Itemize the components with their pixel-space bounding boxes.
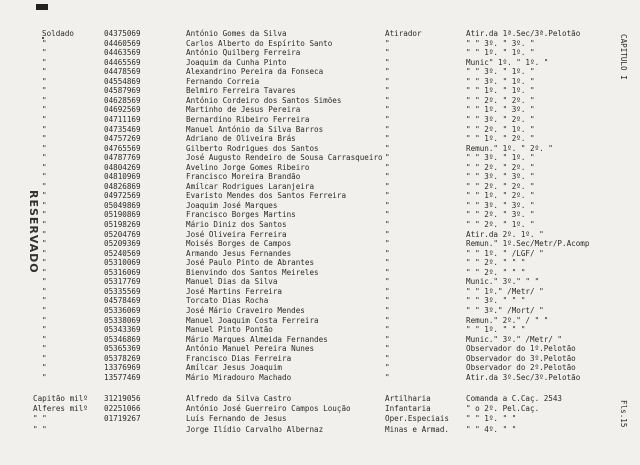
unit-cell: Atir.da 3º.Sec/3º.Pelotão	[466, 372, 581, 382]
number-cell: 13376969	[104, 363, 141, 373]
function-cell: "	[385, 95, 390, 105]
number-cell: 05240569	[104, 248, 141, 258]
function-cell: "	[385, 153, 390, 163]
unit-cell: " " 2º. " 1º. "	[466, 124, 535, 134]
rank-cell: "	[42, 162, 47, 172]
unit-cell: " " 3º. " 3º. "	[466, 172, 535, 182]
function-cell: "	[385, 239, 390, 249]
number-cell: 04554869	[104, 76, 141, 86]
number-cell: 04810969	[104, 172, 141, 182]
rank-cell: "	[42, 372, 47, 382]
function-cell: "	[385, 200, 390, 210]
rank-cell: "	[42, 220, 47, 229]
unit-cell: " " 1º. " /LGF/ "	[466, 248, 544, 258]
rank-cell: "	[42, 229, 47, 239]
function-cell: Artilharia	[385, 394, 431, 403]
function-cell: "	[385, 143, 390, 153]
unit-cell: " " 3º. " " "	[466, 296, 526, 306]
number-cell: 04587969	[104, 86, 141, 96]
unit-cell: " " 1º. " 3º. "	[466, 105, 535, 115]
function-cell: "	[385, 210, 390, 220]
function-cell: "	[385, 220, 390, 229]
page-number: Fls.15	[619, 400, 628, 428]
number-cell: 04765569	[104, 143, 141, 153]
function-cell: "	[385, 162, 390, 172]
number-cell: 04578469	[104, 296, 141, 306]
number-cell: 04463569	[104, 48, 141, 58]
function-cell: "	[385, 325, 390, 335]
rank-cell: "	[42, 296, 47, 306]
number-cell: 04628569	[104, 95, 141, 105]
unit-cell: Remun." 1º.Sec/Metr/P.Acomp	[466, 239, 590, 249]
unit-cell: " " 3º. " 1º. "	[466, 153, 535, 163]
name-cell: Mário Marques Almeida Fernandes	[186, 334, 328, 344]
function-cell: "	[385, 305, 390, 315]
rank-cell: "	[42, 172, 47, 182]
function-cell: Infantaria	[385, 404, 431, 414]
unit-cell: " " 2º. " 3º. "	[466, 210, 535, 220]
unit-cell: Observador do 1º.Pelotão	[466, 344, 576, 354]
rank-cell: "	[42, 334, 47, 344]
rank-cell: "	[42, 86, 47, 96]
ink-mark	[36, 4, 48, 10]
name-cell: Mário Miradouro Machado	[186, 372, 292, 382]
rank-cell: "	[42, 267, 47, 277]
rank-cell: "	[42, 325, 47, 335]
function-cell: "	[385, 353, 390, 363]
roster-row	[0, 372, 640, 383]
number-cell: 04735469	[104, 124, 141, 134]
name-cell: Armando Jesus Fernandes	[186, 248, 292, 258]
name-cell: José Mário Craveiro Mendes	[186, 305, 305, 315]
rank-cell: "	[42, 95, 47, 105]
rank-cell: "	[42, 114, 47, 124]
number-cell: 31219056	[104, 394, 141, 403]
name-cell: António José Guerreiro Campos Loução	[186, 404, 351, 414]
name-cell: José Augusto Rendeiro de Sousa Carrasqueiro	[186, 153, 383, 163]
name-cell: António Quilberg Ferreira	[186, 48, 301, 58]
number-cell: 04826869	[104, 181, 141, 191]
function-cell: "	[385, 315, 390, 325]
rank-cell: "	[42, 48, 47, 58]
number-cell: 05336069	[104, 305, 141, 315]
unit-cell: " " 1º. " 2º. "	[466, 134, 535, 144]
rank-cell: "	[42, 200, 47, 210]
name-cell: Manuel Pinto Pontão	[186, 325, 273, 335]
unit-cell: Remun." 1º. " 2º. "	[466, 143, 553, 153]
unit-cell: " " 2º. " 2º. "	[466, 162, 535, 172]
rank-cell: Alferes milº	[33, 404, 88, 414]
name-cell: Manuel Dias da Silva	[186, 277, 278, 287]
name-cell: Torcato Dias Rocha	[186, 296, 269, 306]
function-cell: "	[385, 229, 390, 239]
number-cell: 04375069	[104, 29, 141, 38]
unit-cell: " " 3º." /Mort/ "	[466, 305, 544, 315]
rank-cell: "	[42, 134, 47, 144]
chapter-label: CAPITULO I	[619, 34, 628, 80]
name-cell: Moisés Borges de Campos	[186, 239, 292, 249]
function-cell: "	[385, 363, 390, 373]
rank-cell: "	[42, 76, 47, 86]
function-cell: "	[385, 344, 390, 354]
name-cell: Mário Diniz dos Santos	[186, 220, 287, 229]
unit-cell: " " 1º. " " "	[466, 325, 526, 335]
name-cell: Amílcar Rodrigues Laranjeira	[186, 181, 315, 191]
unit-cell: Munic." 3º." " "	[466, 277, 540, 287]
unit-cell: Munic." 3º." /Metr/ "	[466, 334, 563, 344]
rank-cell: " "	[33, 424, 47, 434]
unit-cell: " " 3º. " 3º. "	[466, 200, 535, 210]
unit-cell: " " 2º. " " "	[466, 267, 526, 277]
name-cell: Gilberto Rodrigues dos Santos	[186, 143, 319, 153]
name-cell: Evaristo Mendes dos Santos Ferreira	[186, 191, 347, 201]
unit-cell: " " 2º. " 2º. "	[466, 95, 535, 105]
number-cell: 13577469	[104, 372, 141, 382]
rank-cell: "	[42, 344, 47, 354]
name-cell: Luís Fernando de Jesus	[186, 414, 287, 424]
name-cell: Manuel Joaquim Costa Ferreira	[186, 315, 319, 325]
unit-cell: " " 1º. " 1º. "	[466, 48, 535, 58]
unit-cell: " o 2º. Pel.Caç.	[466, 404, 540, 414]
unit-cell: Atir.da 1ª.Sec/3ª.Pelotão	[466, 29, 581, 38]
name-cell: Francisco Borges Martins	[186, 210, 296, 220]
rank-cell: Soldado	[42, 29, 75, 38]
number-cell: 05316069	[104, 267, 141, 277]
name-cell: José Martins Ferreira	[186, 286, 283, 296]
rank-cell: "	[42, 153, 47, 163]
number-cell: 02251066	[104, 404, 141, 414]
number-cell: 05310069	[104, 258, 141, 268]
number-cell: 04972569	[104, 191, 141, 201]
number-cell: 04460569	[104, 38, 141, 48]
number-cell: 05378269	[104, 353, 141, 363]
number-cell: 04465569	[104, 57, 141, 67]
name-cell: Amílcar Jesus Joaquim	[186, 363, 283, 373]
unit-cell: " " 1º. " 1º. "	[466, 86, 535, 96]
name-cell: António Manuel Pereira Nunes	[186, 344, 315, 354]
number-cell: 01719267	[104, 414, 141, 424]
name-cell: Adriano de Oliveira Brás	[186, 134, 296, 144]
unit-cell: " " 2º. " 2º. "	[466, 181, 535, 191]
number-cell: 05335569	[104, 286, 141, 296]
name-cell: Carlos Alberto do Espírito Santo	[186, 38, 333, 48]
unit-cell: Remun." 2º." / " "	[466, 315, 549, 325]
rank-cell: "	[42, 315, 47, 325]
number-cell: 05209369	[104, 239, 141, 249]
number-cell: 04787769	[104, 153, 141, 163]
rank-cell: "	[42, 181, 47, 191]
unit-cell: Atir.da 2º. 1º. "	[466, 229, 544, 239]
number-cell: 04804269	[104, 162, 141, 172]
rank-cell: "	[42, 353, 47, 363]
rank-cell: "	[42, 38, 47, 48]
name-cell: Bernardino Ribeiro Ferreira	[186, 114, 310, 124]
number-cell: 04757269	[104, 134, 141, 144]
number-cell: 04692569	[104, 105, 141, 115]
rank-cell: "	[42, 105, 47, 115]
name-cell: Alexandrino Pereira da Fonseca	[186, 67, 324, 77]
name-cell: Joaquim da Cunha Pinto	[186, 57, 287, 67]
number-cell: 05343369	[104, 325, 141, 335]
name-cell: Martinho de Jesus Pereira	[186, 105, 301, 115]
unit-cell: " " 3º. " 2º. "	[466, 114, 535, 124]
number-cell: 05198269	[104, 220, 141, 229]
rank-cell: Capitão milº	[33, 394, 88, 403]
name-cell: José Oliveira Ferreira	[186, 229, 287, 239]
name-cell: Avelino Jorge Gomes Ribeiro	[186, 162, 310, 172]
rank-cell: "	[42, 286, 47, 296]
rank-cell: "	[42, 305, 47, 315]
function-cell: "	[385, 38, 390, 48]
rank-cell: "	[42, 277, 47, 287]
unit-cell: " " 4º. " "	[466, 424, 517, 434]
name-cell: Fernando Correia	[186, 76, 260, 86]
function-cell: "	[385, 172, 390, 182]
number-cell: 04711169	[104, 114, 141, 124]
function-cell: "	[385, 181, 390, 191]
name-cell: Alfredo da Silva Castro	[186, 394, 292, 403]
function-cell: "	[385, 334, 390, 344]
name-cell: Bienvindo dos Santos Meireles	[186, 267, 319, 277]
function-cell: "	[385, 248, 390, 258]
reservado-stamp: RESERVADO	[27, 190, 40, 274]
unit-cell: Observador do 3º.Pelotão	[466, 353, 576, 363]
unit-cell: " " 3º. " 3º. "	[466, 38, 535, 48]
unit-cell: Observador do 2º.Pelotão	[466, 363, 576, 373]
function-cell: "	[385, 67, 390, 77]
name-cell: Francisco Dias Ferreira	[186, 353, 292, 363]
function-cell: "	[385, 296, 390, 306]
name-cell: Manuel António da Silva Barros	[186, 124, 324, 134]
unit-cell: " " 1º. " "	[466, 414, 517, 424]
function-cell: "	[385, 124, 390, 134]
rank-cell: " "	[33, 414, 47, 424]
name-cell: Francisco Moreira Brandão	[186, 172, 301, 182]
unit-cell: " " 1º. " 2º. "	[466, 191, 535, 201]
number-cell: 05049869	[104, 200, 141, 210]
unit-cell: " " 3º. " 1º. "	[466, 76, 535, 86]
number-cell: 05204769	[104, 229, 141, 239]
name-cell: Jorge Ilídio Carvalho Albernaz	[186, 424, 324, 434]
officer-row	[0, 424, 640, 435]
unit-cell: Comanda a C.Caç. 2543	[466, 394, 563, 403]
function-cell: "	[385, 57, 390, 67]
function-cell: "	[385, 286, 390, 296]
function-cell: "	[385, 258, 390, 268]
number-cell: 05317769	[104, 277, 141, 287]
function-cell: "	[385, 134, 390, 144]
name-cell: Joaquim José Marques	[186, 200, 278, 210]
rank-cell: "	[42, 124, 47, 134]
unit-cell: " " 2º. " 1º. "	[466, 220, 535, 229]
function-cell: "	[385, 105, 390, 115]
name-cell: José Paulo Pinto de Abrantes	[186, 258, 315, 268]
rank-cell: "	[42, 210, 47, 220]
rank-cell: "	[42, 248, 47, 258]
function-cell: Atirador	[385, 29, 422, 38]
function-cell: "	[385, 191, 390, 201]
function-cell: Minas e Armad.	[385, 424, 450, 434]
number-cell: 05190869	[104, 210, 141, 220]
number-cell: 05338069	[104, 315, 141, 325]
name-cell: António Cordeiro dos Santos Simões	[186, 95, 342, 105]
unit-cell: " " 3º. " 1º. "	[466, 67, 535, 77]
rank-cell: "	[42, 363, 47, 373]
number-cell: 05346869	[104, 334, 141, 344]
function-cell: "	[385, 114, 390, 124]
number-cell: 04478569	[104, 67, 141, 77]
rank-cell: "	[42, 143, 47, 153]
name-cell: António Gomes da Silva	[186, 29, 287, 38]
function-cell: "	[385, 277, 390, 287]
rank-cell: "	[42, 239, 47, 249]
rank-cell: "	[42, 67, 47, 77]
number-cell: 05365369	[104, 344, 141, 354]
unit-cell: " " 2º. " " "	[466, 258, 526, 268]
unit-cell: " " 1º." /Metr/ "	[466, 286, 544, 296]
function-cell: "	[385, 76, 390, 86]
rank-cell: "	[42, 191, 47, 201]
function-cell: "	[385, 48, 390, 58]
unit-cell: Munic" 1º. " 1º. "	[466, 57, 549, 67]
function-cell: "	[385, 372, 390, 382]
function-cell: Oper.Especiais	[385, 414, 450, 424]
rank-cell: "	[42, 258, 47, 268]
function-cell: "	[385, 86, 390, 96]
function-cell: "	[385, 267, 390, 277]
rank-cell: "	[42, 57, 47, 67]
name-cell: Belmiro Ferreira Tavares	[186, 86, 296, 96]
